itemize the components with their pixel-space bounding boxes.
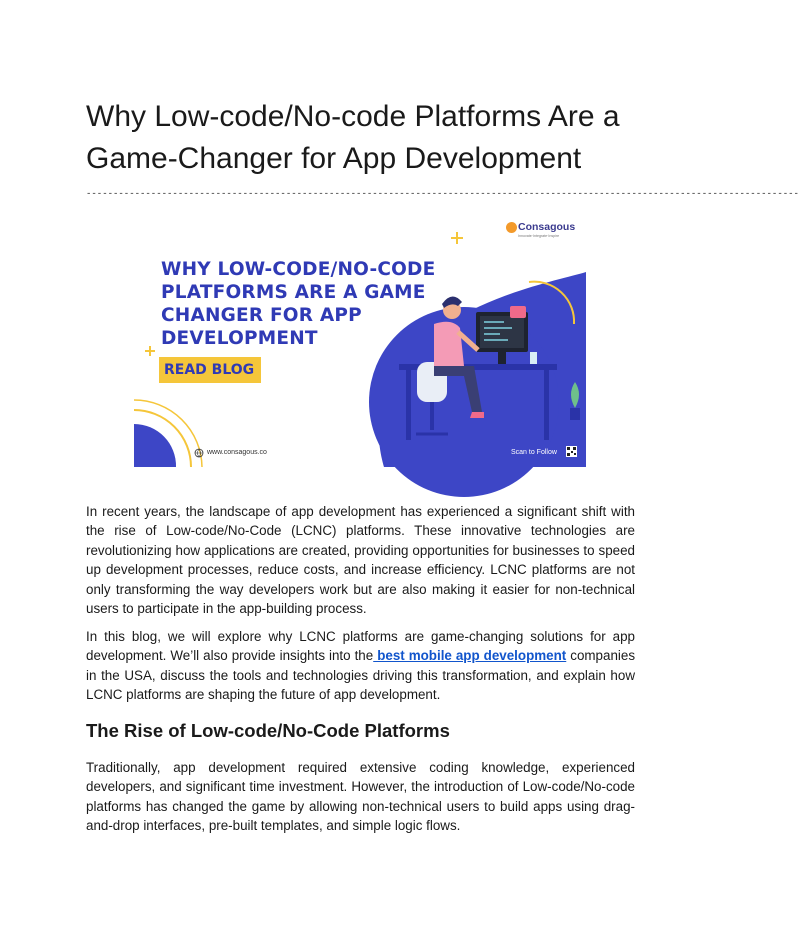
qr-code-icon: [566, 446, 577, 457]
divider: ------------------------------------------------------------------------------------------------------------------------------------: [86, 189, 799, 199]
intro-paragraph: In recent years, the landscape of app development has experienced a significant shift with the rise of Low-code/No-Code (LCNC) platforms. These innovative technologies are revolutionizing how applications are created, providing opportunities for businesses to speed up development processes, reduce costs, and increase efficiency. LCNC platforms are not only transforming the way developers work but are also making it easier for non-technical users to participate in the app-building process.: [86, 504, 635, 617]
logo-mark-icon: [506, 222, 517, 233]
scan-to-follow-label: Scan to Follow: [511, 449, 557, 456]
overview-text-start: In this blog, we will explore why LCNC platforms are game-changing solutions for app development. We’ll also provide insights into the: [86, 629, 635, 664]
website-url: www.consagous.co: [207, 449, 267, 456]
blog-overview-paragraph: [86, 627, 635, 705]
logo-name: Consagous: [518, 221, 576, 233]
best-mobile-app-development-link[interactable]: best mobile app development: [373, 648, 567, 664]
page-title: Why Low-code/No-code Platforms Are a Game-Changer for App Development: [86, 100, 620, 175]
overview-text-end: companies in the USA, discuss the tools and technologies driving this transformation, and explain how LCNC platforms are shaping the future of app development.: [86, 648, 636, 703]
read-blog-button: READ BLOG: [159, 357, 261, 383]
logo-tagline: Innovate·Integrate·Inspire: [518, 234, 560, 238]
globe-icon: [194, 448, 204, 458]
consagous-logo: [506, 221, 582, 247]
banner-heading: WHY LOW-CODE/NO-CODE PLATFORMS ARE A GAME CHANGER FOR APP DEVELOPMENT: [161, 259, 436, 349]
blog-banner-image: [134, 212, 586, 467]
section-heading: The Rise of Low-code/No-Code Platforms: [86, 720, 450, 741]
rise-paragraph: Traditionally, app development required extensive coding knowledge, experienced developers, and significant time investment. However, the introduction of Low-code/No-code platforms has changed the game by allowing non-technical users to build apps using drag-and-drop interfaces, pre-built templates, and simple logic flows.: [86, 760, 635, 834]
